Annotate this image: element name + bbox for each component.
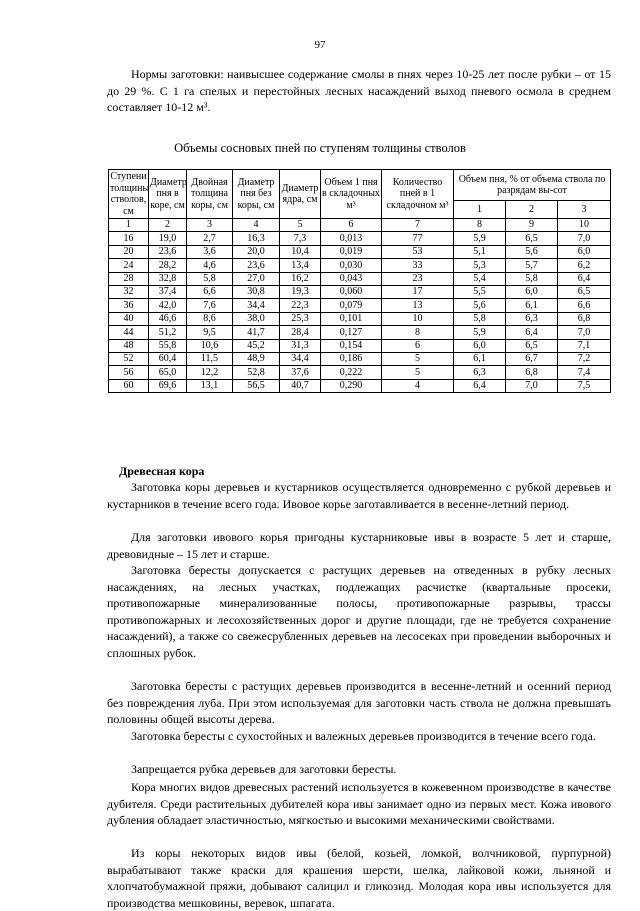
table-row bbox=[109, 379, 611, 392]
table-cell: 46,6 bbox=[149, 312, 187, 325]
table-cell: 34,4 bbox=[233, 299, 280, 312]
table-cell: 0,154 bbox=[321, 339, 382, 352]
table-cell: 8,6 bbox=[187, 312, 233, 325]
table-cell: 5,5 bbox=[454, 285, 506, 298]
table-cell: 2,7 bbox=[187, 232, 233, 245]
table-row bbox=[109, 232, 611, 245]
table-row bbox=[109, 299, 611, 312]
subheader-cell: 3 bbox=[558, 201, 611, 219]
table-cell: 0,101 bbox=[321, 312, 382, 325]
table-cell: 0,060 bbox=[321, 285, 382, 298]
table-cell: 0,019 bbox=[321, 245, 382, 258]
table-cell: 23 bbox=[382, 272, 454, 285]
column-number-cell: 2 bbox=[149, 219, 187, 232]
column-number-row bbox=[109, 219, 611, 232]
table-cell: 19,0 bbox=[149, 232, 187, 245]
table-cell: 36 bbox=[109, 299, 149, 312]
body-paragraph: Для заготовки ивового корья пригодны кустарниковые ивы в возрасте 5 лет и старше, древовидные – 15 лет и старше. bbox=[107, 530, 611, 561]
table-row bbox=[109, 352, 611, 365]
body-paragraph: Заготовка бересты с растущих деревьев производится в весенне-летний и осенний период без повреждения луба. При этом используемая для заготовки часть ствола не должна превышать половины общей высоты дерева. bbox=[107, 679, 611, 726]
column-number-cell: 3 bbox=[187, 219, 233, 232]
table-cell: 12,2 bbox=[187, 366, 233, 379]
table-cell: 10,4 bbox=[280, 245, 321, 258]
table-row bbox=[109, 245, 611, 258]
subheader-cell: 1 bbox=[454, 201, 506, 219]
table-cell: 52,8 bbox=[233, 366, 280, 379]
table-cell: 41,7 bbox=[233, 326, 280, 339]
table-cell: 37,4 bbox=[149, 285, 187, 298]
table-cell: 0,290 bbox=[321, 379, 382, 392]
table-cell: 6,2 bbox=[558, 259, 611, 272]
table-cell: 6,0 bbox=[558, 245, 611, 258]
header-cell: Диаметр ядра, см bbox=[280, 170, 321, 219]
table-cell: 5,8 bbox=[454, 312, 506, 325]
table-cell: 6,8 bbox=[558, 312, 611, 325]
table-cell: 44 bbox=[109, 326, 149, 339]
header-cell: Объем 1 пня в складочных м³ bbox=[321, 170, 382, 219]
table-cell: 20 bbox=[109, 245, 149, 258]
table-cell: 5,8 bbox=[187, 272, 233, 285]
table-cell: 0,127 bbox=[321, 326, 382, 339]
table-cell: 7,2 bbox=[558, 352, 611, 365]
body-paragraph: Заготовка бересты допускается с растущих деревьев на отведенных в рубку лесных насаждениях, на лесных участках, подлежащих расчистке (квартальные просеки, противопожарные минерализованные полосы, противопожарные разрывы, трассы противопожарных и лесохозяйственных дорог и другие площади, где не требуется сохранение насаждений), а также со свежесрубленных деревьев на лесосеках при проведении выборочных и сплошных рубок. bbox=[107, 563, 611, 660]
table-cell: 6,6 bbox=[558, 299, 611, 312]
table-body bbox=[109, 219, 611, 393]
table-title: Объемы сосновых пней по ступеням толщины стволов bbox=[174, 141, 466, 155]
table-cell: 11,5 bbox=[187, 352, 233, 365]
table-cell: 5,1 bbox=[454, 245, 506, 258]
table-cell: 9,5 bbox=[187, 326, 233, 339]
table-cell: 19,3 bbox=[280, 285, 321, 298]
table-cell: 42,0 bbox=[149, 299, 187, 312]
table-row bbox=[109, 285, 611, 298]
table-cell: 40,7 bbox=[280, 379, 321, 392]
table-row bbox=[109, 366, 611, 379]
table-cell: 77 bbox=[382, 232, 454, 245]
table-cell: 3,6 bbox=[187, 245, 233, 258]
table-cell: 6,5 bbox=[558, 285, 611, 298]
table-cell: 24 bbox=[109, 259, 149, 272]
table-cell: 6,3 bbox=[506, 312, 558, 325]
table-cell: 6,1 bbox=[454, 352, 506, 365]
page-number: 97 bbox=[314, 39, 326, 51]
column-number-cell: 6 bbox=[321, 219, 382, 232]
table-cell: 6,0 bbox=[454, 339, 506, 352]
table-cell: 0,186 bbox=[321, 352, 382, 365]
table-cell: 53 bbox=[382, 245, 454, 258]
table-cell: 13,1 bbox=[187, 379, 233, 392]
stump-volume-table bbox=[108, 169, 611, 393]
table-cell: 10 bbox=[382, 312, 454, 325]
table-cell: 33 bbox=[382, 259, 454, 272]
table-cell: 5,4 bbox=[454, 272, 506, 285]
table-cell: 6 bbox=[382, 339, 454, 352]
table-cell: 7,0 bbox=[506, 379, 558, 392]
header-cell: Ступени толщины стволов, см bbox=[110, 171, 150, 217]
table-cell: 56 bbox=[109, 366, 149, 379]
table-cell: 7,1 bbox=[558, 339, 611, 352]
table-row bbox=[109, 312, 611, 325]
table-cell: 31,3 bbox=[280, 339, 321, 352]
table-cell: 25,3 bbox=[280, 312, 321, 325]
table-cell: 30,8 bbox=[233, 285, 280, 298]
intro-paragraph: Нормы заготовки: наивысшее содержание смолы в пнях через 10-25 лет после рубки – от 15 до 29 %. С 1 га спелых и перестойных лесных насаждений выход пневого осмола в среднем составляет 10-12 м³. bbox=[107, 67, 611, 114]
table-cell: 22,3 bbox=[280, 299, 321, 312]
table-cell: 52 bbox=[109, 352, 149, 365]
table-cell: 0,222 bbox=[321, 366, 382, 379]
table-cell: 5,8 bbox=[506, 272, 558, 285]
table-cell: 28 bbox=[109, 272, 149, 285]
header-cell: Диаметр пня без коры, см bbox=[233, 170, 280, 219]
table-cell: 69,6 bbox=[149, 379, 187, 392]
table-header-row bbox=[109, 170, 611, 201]
table-cell: 16,2 bbox=[280, 272, 321, 285]
table-cell: 13 bbox=[382, 299, 454, 312]
table-cell: 7,0 bbox=[558, 232, 611, 245]
table-cell: 65,0 bbox=[149, 366, 187, 379]
table-cell: 7,6 bbox=[187, 299, 233, 312]
table-cell: 4,6 bbox=[187, 259, 233, 272]
table-cell: 5 bbox=[382, 366, 454, 379]
table-cell: 4 bbox=[382, 379, 454, 392]
table-cell: 6,7 bbox=[506, 352, 558, 365]
table-row bbox=[109, 259, 611, 272]
table-cell: 6,0 bbox=[506, 285, 558, 298]
table-cell: 45,2 bbox=[233, 339, 280, 352]
table-cell: 40 bbox=[109, 312, 149, 325]
table-cell: 38,0 bbox=[233, 312, 280, 325]
header-cell: Количество пней в 1 складочном м³ bbox=[382, 170, 454, 219]
table-cell: 5,6 bbox=[506, 245, 558, 258]
table-cell: 6,6 bbox=[187, 285, 233, 298]
header-cell: Двойная толщина коры, см bbox=[187, 170, 233, 219]
table-cell: 32,8 bbox=[149, 272, 187, 285]
table-cell: 6,4 bbox=[558, 272, 611, 285]
table-cell: 5 bbox=[382, 352, 454, 365]
table-cell: 23,6 bbox=[233, 259, 280, 272]
body-paragraph: Заготовка коры деревьев и кустарников осуществляется одновременно с рубкой деревьев и кустарников в течение всего года. Ивовое корье заготавливается в весенне-летний период. bbox=[107, 480, 611, 511]
table-cell: 5,9 bbox=[454, 326, 506, 339]
table-cell: 6,4 bbox=[454, 379, 506, 392]
column-number-cell: 5 bbox=[280, 219, 321, 232]
table-cell: 0,079 bbox=[321, 299, 382, 312]
table-cell: 34,4 bbox=[280, 352, 321, 365]
table-cell: 48,9 bbox=[233, 352, 280, 365]
table-cell: 37,6 bbox=[280, 366, 321, 379]
table-cell: 51,2 bbox=[149, 326, 187, 339]
body-paragraph: Из коры некоторых видов ивы (белой, козьей, ломкой, волчниковой, пурпурной) вырабатывают также краски для крашения шерсти, шелка, лайковой кожи, льняной и хлопчатобумажной пряжи, добывают салицил и гликозид. Молодая кора ивы используется для производства мешковины, веревок, шпагата. bbox=[107, 846, 611, 910]
column-number-cell: 4 bbox=[233, 219, 280, 232]
table-cell: 27,0 bbox=[233, 272, 280, 285]
table-cell: 7,5 bbox=[558, 379, 611, 392]
table-cell: 6,1 bbox=[506, 299, 558, 312]
body-paragraph: Кора многих видов древесных растений используется в кожевенном производстве в качестве дубителя. Среди растительных дубителей кора ивы занимает одно из первых мест. Кожа ивового дубления обладает эластичностью, мягкостью и высокими механическими свойствами. bbox=[107, 780, 611, 827]
table-cell: 16 bbox=[109, 232, 149, 245]
table-cell: 48 bbox=[109, 339, 149, 352]
table-cell: 20,0 bbox=[233, 245, 280, 258]
table-cell: 0,043 bbox=[321, 272, 382, 285]
table-cell: 28,2 bbox=[149, 259, 187, 272]
table-cell: 0,030 bbox=[321, 259, 382, 272]
table-cell: 17 bbox=[382, 285, 454, 298]
table-cell: 23,6 bbox=[149, 245, 187, 258]
header-cell: Диаметр пня в коре, см bbox=[149, 170, 187, 219]
table-cell: 60 bbox=[109, 379, 149, 392]
table-cell: 60,4 bbox=[149, 352, 187, 365]
table-cell: 5,7 bbox=[506, 259, 558, 272]
table-cell: 5,6 bbox=[454, 299, 506, 312]
table-cell: 7,4 bbox=[558, 366, 611, 379]
table-cell: 16,3 bbox=[233, 232, 280, 245]
section-heading: Древесная кора bbox=[119, 464, 205, 478]
table-row bbox=[109, 326, 611, 339]
table-row bbox=[109, 272, 611, 285]
column-number-cell: 8 bbox=[454, 219, 506, 232]
table-cell: 13,4 bbox=[280, 259, 321, 272]
table-cell: 7,0 bbox=[558, 326, 611, 339]
column-number-cell: 7 bbox=[382, 219, 454, 232]
table-cell: 0,013 bbox=[321, 232, 382, 245]
column-number-cell: 1 bbox=[109, 219, 149, 232]
column-number-cell: 9 bbox=[506, 219, 558, 232]
table-cell: 28,4 bbox=[280, 326, 321, 339]
body-paragraph: Запрещается рубка деревьев для заготовки бересты. bbox=[131, 762, 397, 776]
table-cell: 5,9 bbox=[454, 232, 506, 245]
table-cell: 5,3 bbox=[454, 259, 506, 272]
header-cell: Объем пня, % от объема ствола по разрядам вы-сот bbox=[454, 170, 611, 201]
table-cell: 8 bbox=[382, 326, 454, 339]
table-cell: 7,3 bbox=[280, 232, 321, 245]
table-cell: 56,5 bbox=[233, 379, 280, 392]
table-cell: 6,8 bbox=[506, 366, 558, 379]
table-cell: 6,4 bbox=[506, 326, 558, 339]
body-paragraph: Заготовка бересты с сухостойных и валежных деревьев производится в течение всего года. bbox=[131, 729, 596, 743]
subheader-cell: 2 bbox=[506, 201, 558, 219]
table-cell: 6,3 bbox=[454, 366, 506, 379]
column-number-cell: 10 bbox=[558, 219, 611, 232]
table-cell: 55,8 bbox=[149, 339, 187, 352]
table-cell: 6,5 bbox=[506, 339, 558, 352]
table-cell: 10,6 bbox=[187, 339, 233, 352]
table-cell: 6,5 bbox=[506, 232, 558, 245]
table-cell: 32 bbox=[109, 285, 149, 298]
table-row bbox=[109, 339, 611, 352]
